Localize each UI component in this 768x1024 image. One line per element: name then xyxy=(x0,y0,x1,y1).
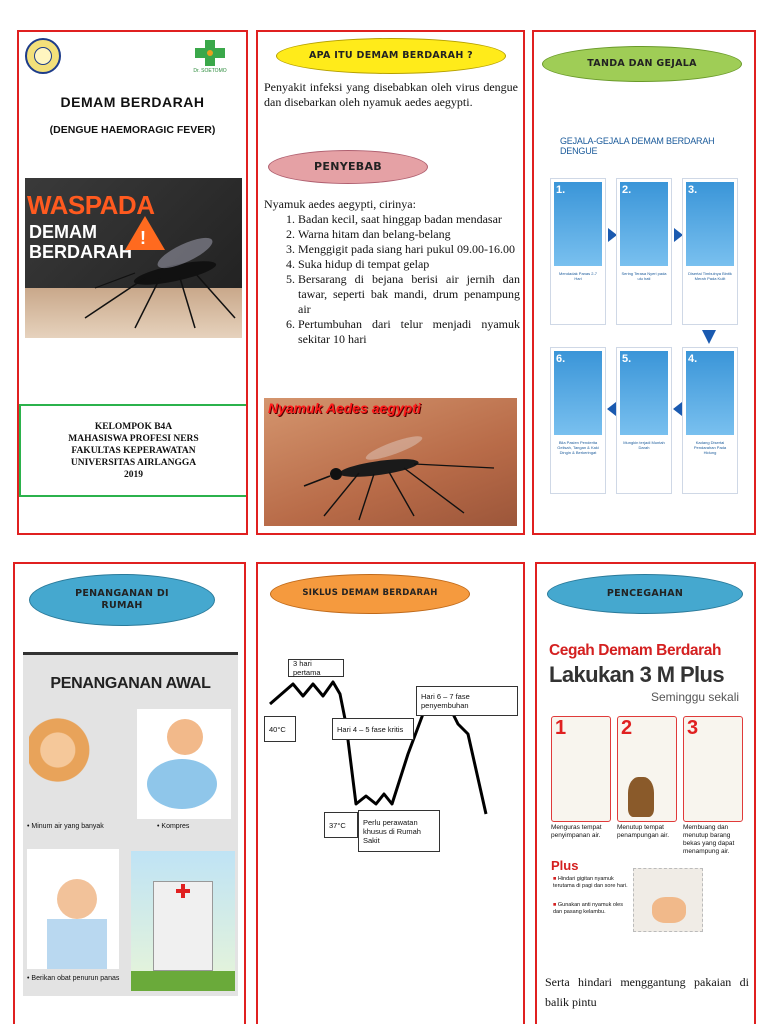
prevention-step-1: 1 xyxy=(551,716,611,822)
compress-illustration xyxy=(137,709,231,819)
cover-panel xyxy=(17,30,248,535)
warning-banner: WASPADA DEMAM BERDARAH ! xyxy=(25,178,242,338)
banner-line3: BERDARAH xyxy=(29,242,132,262)
home-care-item-1: • Minum air yang banyak xyxy=(27,823,104,830)
symptom-caption: Mungkin terjadi Muntah Darah xyxy=(623,440,665,451)
prevention-caption-1: Menguras tempat penyimpanan air. xyxy=(551,824,602,839)
home-care-item-2: • Kompres xyxy=(157,823,190,830)
definition-heading: APA ITU DEMAM BERDARAH ? xyxy=(276,38,506,74)
home-care-poster-title: PENANGANAN AWAL xyxy=(50,675,211,692)
label-recovery: Hari 6 – 7 fase penyembuhan xyxy=(416,686,518,716)
group-line-3: FAKULTAS KEPERAWATAN xyxy=(71,446,196,456)
symptom-step-2: 2. Sering Terasa Nyeri pada ulu hati xyxy=(616,178,672,325)
symptoms-poster-title: GEJALA-GEJALA DEMAM BERDARAH DENGUE xyxy=(560,136,715,156)
definition-panel xyxy=(256,30,525,535)
poster-title-1: Cegah Demam Berdarah xyxy=(549,642,722,659)
mosquito-photo-icon xyxy=(264,398,517,526)
prevention-panel xyxy=(535,562,756,1024)
arrow-left-icon xyxy=(673,402,682,416)
group-info-box xyxy=(19,404,248,497)
medicine-illustration xyxy=(27,849,119,969)
symptom-caption: Bila Pasien Penderita Gelisah, Tangan & Kaki Dingin & Berkeringat xyxy=(557,440,599,456)
mosquito-photo xyxy=(264,398,517,526)
cover-subtitle: (DENGUE HAEMORAGIC FEVER) xyxy=(49,124,216,136)
prevention-step-3: 3 xyxy=(683,716,743,822)
symptoms-panel xyxy=(532,30,756,535)
cause-item: 4. Suka hidup di tempat gelap xyxy=(298,257,520,272)
mosquito-icon xyxy=(25,178,242,338)
label-first-days: 3 hari pertama xyxy=(288,659,344,677)
plus-item-2: ■ Gunakan anti nyamuk oles dan pasang kelambu. xyxy=(553,902,623,915)
label-special-care: Perlu perawatan khusus di Rumah Sakit xyxy=(358,810,440,852)
arrow-down-icon xyxy=(702,330,716,344)
symptom-caption: Kadang Disertai Pendarahan Pada Hidung xyxy=(693,440,727,456)
home-care-item-3: • Berikan obat penurun panas xyxy=(27,975,120,982)
prevention-step-2: 2 xyxy=(617,716,677,822)
label-high-temp: 40°C xyxy=(264,716,296,742)
cause-item: 3. Menggigit pada siang hari pukul 09.00-16.00 xyxy=(298,242,520,257)
home-care-poster xyxy=(23,652,238,996)
cycle-panel xyxy=(256,562,525,1024)
cause-item: 1. Badan kecil, saat hinggap badan mendasar xyxy=(298,212,520,227)
banner-line1: WASPADA xyxy=(27,190,155,220)
symptom-step-6: 6. Bila Pasien Penderita Gelisah, Tangan & Kaki Dingin & Berkeringat xyxy=(550,347,606,494)
cause-item: 2. Warna hitam dan belang-belang xyxy=(298,227,520,242)
symptom-step-1: 1. Mendadak Panas 2-7 Hari xyxy=(550,178,606,325)
hospital-logo-icon xyxy=(193,40,229,66)
mosquito-net-illustration xyxy=(633,868,703,932)
hospital-logo-text: Dr. SOETOMO xyxy=(193,68,227,74)
plus-item-1: ■ Hindari gigitan nyamuk terutama di pagi dan sore hari. xyxy=(553,876,628,889)
banner-line2: DEMAM xyxy=(29,222,97,242)
symptom-caption: Mendadak Panas 2-7 Hari xyxy=(558,271,598,282)
symptom-step-5: 5. Mungkin terjadi Muntah Darah xyxy=(616,347,672,494)
home-care-panel xyxy=(13,562,246,1024)
prevention-caption-2: Menutup tempat penampungan air. xyxy=(617,824,670,839)
cause-list xyxy=(282,212,520,347)
group-line-4: UNIVERSITAS AIRLANGGA xyxy=(70,458,197,468)
prevention-note: Serta hindari menggantung pakaian di balik pintu xyxy=(545,975,749,1009)
drinking-water-illustration xyxy=(29,715,101,815)
group-line-5: 2019 xyxy=(124,470,143,480)
prevention-poster xyxy=(543,636,749,936)
cause-item: 6. Pertumbuhan dari telur menjadi nyamuk sekitar 10 hari xyxy=(298,317,520,347)
hospital-illustration xyxy=(131,851,235,991)
prevention-caption-3: Membuang dan menutup barang bekas yang dapat menampung air. xyxy=(683,824,735,855)
cause-item: 5. Bersarang di bejana berisi air jernih dan tawar, seperti bak mandi, drum penampung air xyxy=(298,272,520,317)
symptom-caption: Disertai Timbulnya Bintik Merah Pada Kulit xyxy=(688,271,732,282)
group-line-2: MAHASISWA PROFESI NERS xyxy=(68,434,199,444)
arrow-left-icon xyxy=(607,402,616,416)
symptom-step-4: 4. Kadang Disertai Pendarahan Pada Hidung xyxy=(682,347,738,494)
label-low-temp: 37°C xyxy=(324,812,358,838)
symptom-caption: Sering Terasa Nyeri pada ulu hati xyxy=(621,271,667,282)
symptom-step-3: 3. Disertai Timbulnya Bintik Merah Pada Kulit xyxy=(682,178,738,325)
mosquito-photo-title: Nyamuk Aedes aegypti xyxy=(268,400,421,416)
poster-title-2: Lakukan 3 M Plus xyxy=(549,662,725,687)
university-seal-icon xyxy=(25,38,61,74)
home-care-heading: PENANGANAN DI RUMAH xyxy=(29,574,215,626)
plus-label: Plus xyxy=(551,858,579,873)
cause-intro: Nyamuk aedes aegypti, cirinya: xyxy=(264,197,416,211)
symptoms-heading: TANDA DAN GEJALA xyxy=(542,46,742,82)
prevention-heading: PENCEGAHAN xyxy=(547,574,743,614)
group-line-1: KELOMPOK B4A xyxy=(94,422,173,432)
cause-heading: PENYEBAB xyxy=(268,150,428,184)
definition-text: Penyakit infeksi yang disebabkan oleh virus dengue dan disebarkan oleh nyamuk aedes aegypti. xyxy=(264,80,518,109)
cycle-heading: SIKLUS DEMAM BERDARAH xyxy=(270,574,470,614)
cover-title: DEMAM BERDARAH xyxy=(60,94,205,110)
label-critical: Hari 4 – 5 fase kritis xyxy=(332,718,414,740)
poster-subtitle: Seminggu sekali xyxy=(651,690,740,704)
